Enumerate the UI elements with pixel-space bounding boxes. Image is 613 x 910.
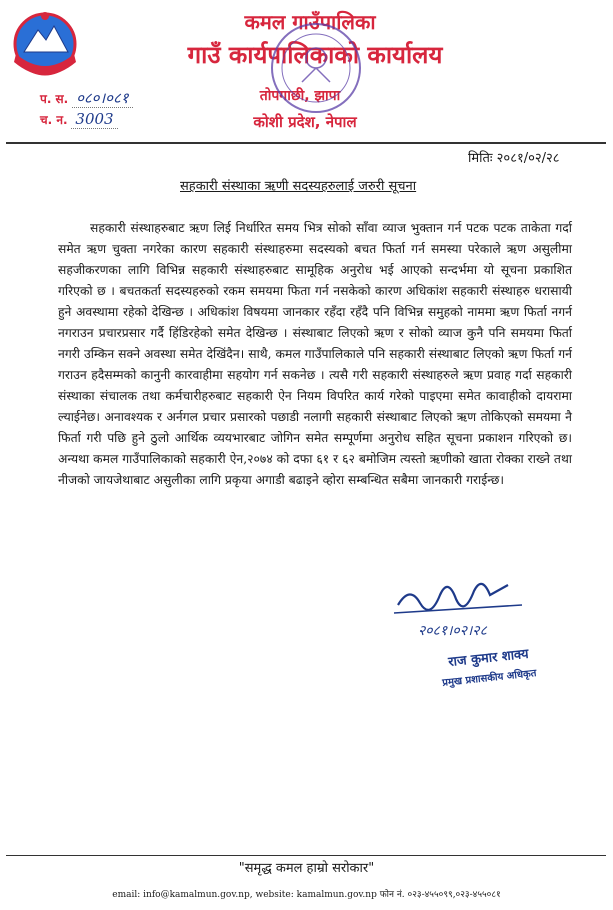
header-divider: [6, 142, 606, 144]
footer-contact: email: info@kamalmun.gov.np, website: kamalmun.gov.np फोन नं. ०२३-४५५०९९,०२३-४५५०८१: [112, 890, 501, 900]
office-location: तोपगाछी, झापा: [259, 88, 341, 104]
handwritten-signature: [390, 565, 530, 640]
signature-date: २०८१।०२।२८: [418, 623, 487, 639]
notice-body: सहकारी संस्थाहरुबाट ऋण लिई निर्धारित समय भित्र सोको साँवा व्याज भुक्तान गर्न पटक पटक ताकेता गर्दा समेत ऋण चुक्ता नगरेका कारण सहकारी संस्थाहरुमा सदस्यको बचत फिर्ता गर्न समस्या परेकाले ऋण असुलीमा सहजीकरणका लागि विभिन्न सहकारी संस्थाहरुबाट सामूहिक अनुरोध भई आएको सन्दर्भमा यो सूचना प्रकाशित गरिएको छ । बचतकर्ता सदस्यहरुको रकम समयमा फिता गर्न नसकेको कारण अधिकांश सहकारी संस्थाहरु धरासायी हुने अवस्थामा रहेको देखिन्छ । अधिकांश विषयमा जानकार रहँदा रहँदै पनि विभिन्न समुहको नाममा ऋण फिर्ता नगर्न नगराउन प्रचारप्रसार गर्दै हिंडिरहेको समेत देखिन्छ । संस्थाबाट लिएको ऋण र सोको व्याज कुनै पनि समयमा फिर्ता नगरी उम्किन सक्ने अवस्था समेत देखिंदैन। साथै, कमल गाउँपालिकाले पनि सहकारी संस्थाबाट लिएको ऋण फिर्ता गर्न गराउन हदैसम्मको कानुनी कारवाहीमा सहयोग गर्न सकनेछ । त्यसै गरी सहकारी संस्थाहरुले ऋण प्रवाह गर्दा सहकारी संस्थाका संचालक तथा कर्मचारीहरुबाट सहकारी ऐन नियम विपरित कार्य गरेको पाइएमा समेत कावाहीको दायरामा ल्याईनेछ। अनावश्यक र अर्नगल प्रचार प्रसारको पछाडी नलागी सहकारी संस्थाबाट लिएको ऋण तोकिएको समयमा नै फिर्ता गरी पछि हुने ठुलो आर्थिक व्ययभारबाट जोगिन समेत सम्पूर्णमा अनुरोध सहित सूचना प्रकाशन गरिएको छ। अन्यथा कमल गाउँपालिकाको सहकारी ऐन,२०७४ को दफा ६१ र ६२ बमोजिम त्यस्तो ऋणीको खाता रोक्का राख्ने तथा नीजको जायजेथाबाट असुलीका लागि प्रकृया अगाडी बढाइने व्होरा सम्बन्धित सबैमा जानकारी गराईन्छ।: [58, 221, 572, 488]
office-stamp: [268, 20, 364, 116]
municipality-name: कमल गाउँपालिका: [244, 10, 376, 34]
reference-ps: [40, 88, 133, 108]
document-date: मितिः २०८१/०२/२८: [468, 151, 560, 166]
footer-divider: [6, 855, 606, 856]
ps-label: प. स.: [40, 92, 69, 106]
cn-value: 3003: [71, 110, 117, 129]
reference-cn: [40, 110, 118, 128]
ps-value: ०८०।०८१: [72, 89, 133, 108]
signatory-title: प्रमुख प्रशासकीय अधिकृत: [441, 668, 537, 689]
province-name: कोशी प्रदेश, नेपाल: [253, 113, 357, 131]
nepal-emblem-icon: [6, 8, 84, 82]
notice-subject: सहकारी संस्थाका ऋणी सदस्यहरुलाई जरुरी सूचना: [180, 179, 417, 194]
footer-slogan: "समृद्ध कमल हाम्रो सरोकार": [238, 861, 375, 876]
office-name: गाउँ कार्यपालिकाको कार्यालय: [187, 41, 443, 69]
cn-label: च. न.: [40, 113, 68, 127]
signatory-name: राज कुमार शाक्य: [447, 646, 530, 671]
